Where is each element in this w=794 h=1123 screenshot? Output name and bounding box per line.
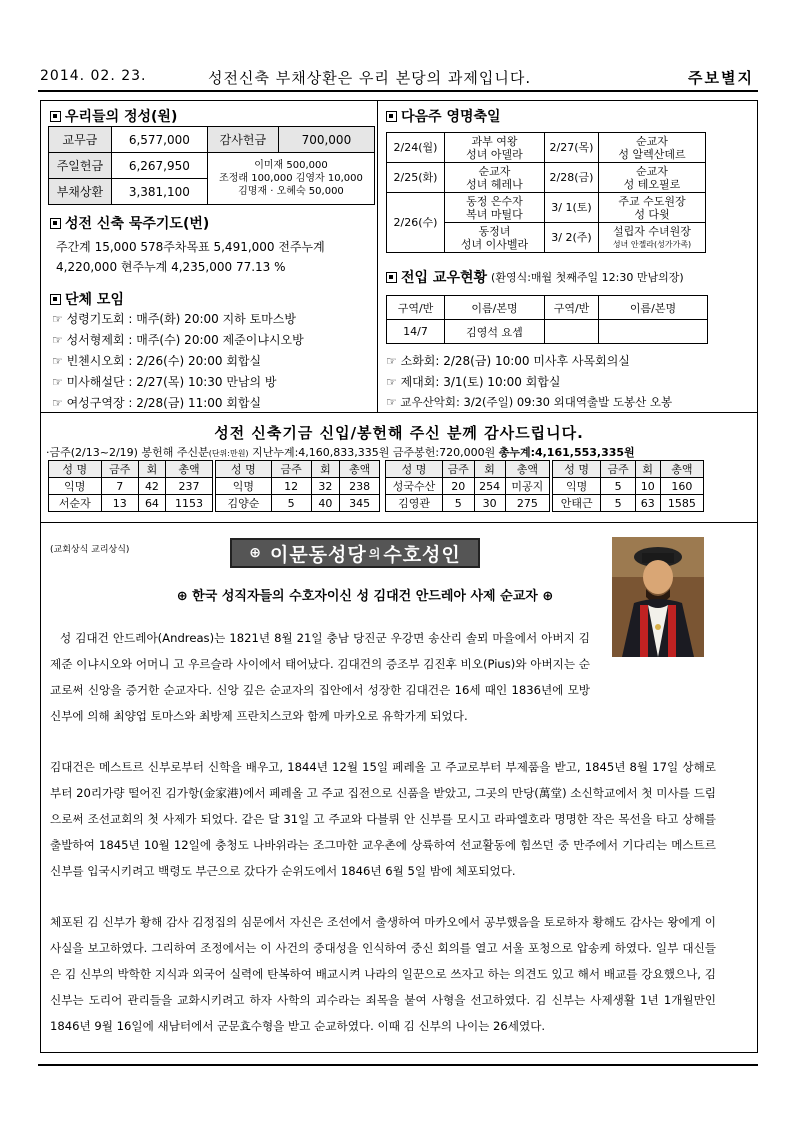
offering-label: 부채상환 [49, 179, 112, 205]
donation-row [386, 478, 550, 495]
donation-header: 성 명 [216, 461, 272, 478]
article-paragraph: 체포된 김 신부가 황해 감사 김정집의 심문에서 자신은 조선에서 출생하여 마카오에서 공부했음을 토로하자 황해도 감사는 왕에게 이 사실을 보고하였다. 그리하여 조정에서는 이 사건의 중대성을 인식하여 중신 회의를 열고 서울 포청으로 압송케 하였다. 일부 대신들은 김 신부의 박학한 지식과 외국어 실력에 탄복하여 배교시켜 나라의 일꾼으로 쓰자고 하는 의견도 있고 해서 배교를 강요했으나, 김 신부는 도리어 관리들을 교화시키려고 하자 사학의 괴수라는 죄목을 붙여 사형을 선고하였다. 김 신부는 사제생활 1년 1개월만인 1846년 9월 16일에 새남터에서 군문효수형을 받고 순교하였다. 이때 김 신부의 나이는 26세였다. [50, 915, 716, 1033]
donation-cell: 성국수산 [386, 478, 443, 495]
transfer-header: 구역/반 [545, 296, 599, 320]
feast-names [599, 223, 706, 253]
feast-name-line: 순교자 [636, 134, 668, 148]
donation-cell: 7 [101, 478, 138, 495]
feast-name-line: 성녀 아델라 [466, 147, 523, 161]
donation-cell: 1585 [660, 495, 703, 512]
offering-label: 주일헌금 [49, 153, 112, 179]
transfer-cell [599, 320, 708, 344]
group-item [52, 331, 304, 348]
feast-names [445, 223, 545, 253]
offerings-title [50, 106, 177, 126]
donation-header: 총액 [340, 461, 380, 478]
group-item [52, 373, 277, 390]
transfer-cell: 김영석 요셉 [445, 320, 545, 344]
feast-name-line: 주교 수도원장 [618, 194, 686, 208]
pointing-hand-icon: ☞ [52, 396, 63, 410]
feast-names [599, 193, 706, 223]
donation-cell: 익명 [216, 478, 272, 495]
transfer-header: 이름/본명 [445, 296, 545, 320]
donation-cell: 5 [271, 495, 311, 512]
feast-names [445, 133, 545, 163]
donation-table [385, 460, 550, 512]
offering-label: 교무금 [49, 127, 112, 153]
thanks-donor-line: 김명재 · 오혜숙 50,000 [238, 186, 344, 197]
notice-item [386, 352, 630, 369]
donation-table [552, 460, 704, 512]
feast-date: 2/28(금) [545, 163, 599, 193]
bullet-box-icon [50, 218, 61, 229]
bulletin-date: 2014. 02. 23. [40, 68, 147, 84]
feast-date: 2/24(월) [387, 133, 445, 163]
feast-date: 3/ 2(주) [545, 223, 599, 253]
banner-patron: 수호성인 [383, 543, 461, 566]
notice-text: 제대회: 3/1(토) 10:00 회합실 [400, 375, 561, 389]
donation-title: 성전 신축기금 신입/봉헌해 주신 분께 감사드립니다. [214, 424, 584, 442]
donation-header: 회 [138, 461, 165, 478]
transfer-cell [545, 320, 599, 344]
offerings-table [48, 126, 375, 205]
header-slogan: 성전신축 부채상환은 우리 본당의 과제입니다. [208, 69, 532, 87]
transfer-title [386, 267, 684, 287]
transfer-header: 구역/반 [387, 296, 445, 320]
donation-cell: 5 [601, 478, 635, 495]
pointing-hand-icon: ☞ [386, 375, 397, 389]
group-item-text: 여성구역장 : 2/28(금) 11:00 회합실 [66, 396, 262, 410]
feast-name-line: 동정녀 [478, 224, 511, 238]
donation-cell: 13 [101, 495, 138, 512]
anniversary-table [386, 132, 706, 253]
thanks-donor-line: 조정래 100,000 김영자 10,000 [219, 173, 363, 184]
pointing-hand-icon: ☞ [386, 395, 397, 409]
bullet-box-icon [50, 294, 61, 305]
donation-row [553, 495, 704, 512]
donation-cell: 익명 [553, 478, 601, 495]
group-item-text: 성령기도회 : 매주(화) 20:00 지하 토마스방 [66, 312, 296, 326]
transfer-cell: 14/7 [387, 320, 445, 344]
bullet-box-icon [386, 272, 397, 283]
cross-icon: ⊕ [249, 545, 262, 561]
offering-value: 6,267,950 [111, 153, 207, 179]
column-divider [377, 100, 378, 412]
groups-title [50, 289, 124, 309]
feast-names [445, 193, 545, 223]
article-paragraph: 성 김대건 안드레아(Andreas)는 1821년 8월 21일 충남 당진군 우강면 송산리 솔뫼 마을에서 아버지 김제준 이냐시오와 어머니 고 우르슬라 사이에서 태어났다. 김대건의 증조부 김진후 비오(Pius)와 아버지는 순교로써 신앙을 증거한 순교자다. 신앙 깊은 순교자의 집안에서 성장한 김대건은 16세 때인 1836년에 모방 신부에 의해 최양업 토마스와 최방제 프란치스코와 함께 마카오로 유학가게 되었다. [50, 631, 590, 723]
donation-header: 총액 [165, 461, 212, 478]
donation-cell: 345 [340, 495, 380, 512]
donation-table [215, 460, 380, 512]
donation-cell: 5 [601, 495, 635, 512]
donation-header: 성 명 [553, 461, 601, 478]
feast-name-line: 복녀 마틸다 [466, 207, 523, 221]
feast-name-line: 성녀 헤레나 [466, 177, 523, 191]
feast-date: 2/26(수) [387, 193, 445, 253]
category-label: (교회상식 교리상식) [50, 545, 130, 555]
feast-name-line: 성녀 이사벨라 [460, 237, 529, 251]
thanks-donor-line: 이미재 500,000 [254, 160, 328, 171]
thanks-donors [207, 153, 374, 205]
donation-cell: 42 [138, 478, 165, 495]
donation-header: 금주 [601, 461, 635, 478]
group-item [52, 310, 296, 327]
donation-header: 금주 [101, 461, 138, 478]
transfer-table [386, 295, 708, 344]
rosary-line: 4,220,000 현주누계 4,235,000 77.13 % [56, 260, 286, 274]
notice-item [386, 373, 560, 390]
donation-row [386, 495, 550, 512]
saint-subtitle: ⊕ 한국 성직자들의 수호자이신 성 김대건 안드레아 사제 순교자 ⊕ [176, 589, 554, 604]
donation-header: 금주 [271, 461, 311, 478]
offerings-title-text: 우리들의 정성(원) [65, 109, 178, 125]
feast-name-line: 과부 여왕 [471, 134, 518, 148]
transfer-note: (환영식:매월 첫째주일 12:30 만남의장) [491, 271, 684, 284]
donation-cell: 63 [635, 495, 660, 512]
donation-cell: 김영관 [386, 495, 443, 512]
article-paragraph: 김대건은 메스트르 신부로부터 신학을 배우고, 1844년 12월 15일 페레올 고 주교로부터 부제품을 받고, 1845년 8월 17일 상해로부터 20리가량 떨어진 김가항(金家港)에서 페레올 고 주교 집전으로 신품을 받았고, 그곳의 만당(萬堂) 소신학교에서 첫 미사를 드림으로써 조선교회의 첫 사제가 되었다. 같은 달 31일 고 주교와 다블뤼 안 신부를 모시고 라파엘호라 명명한 작은 목선을 타고 상해를 출발하여 1845년 10월 12일에 충청도 나바위라는 조그마한 교우촌에 상륙하여 선교활동에 힘쓰던 중 만주에서 기다리는 메스트르 신부를 입국시키려고 백령도 부근으로 갔다가 순위도에서 1846년 6월 5일 밤에 체포되었다. [50, 760, 716, 878]
feast-date: 2/27(목) [545, 133, 599, 163]
notice-item [386, 394, 672, 410]
donation-cell: 김양순 [216, 495, 272, 512]
donation-cell: 10 [635, 478, 660, 495]
donation-cell: 64 [138, 495, 165, 512]
feast-name-line: 순교자 [636, 164, 668, 178]
donation-summary-unit: (단위:만원) [208, 449, 249, 458]
article-body-rest [50, 754, 716, 1064]
feast-name-line: 성 알렉산데르 [618, 147, 686, 161]
section-divider [40, 522, 758, 523]
donation-cell: 275 [505, 495, 549, 512]
feast-names [599, 133, 706, 163]
donation-cell: 40 [311, 495, 340, 512]
donation-row [49, 495, 213, 512]
donation-cell: 익명 [49, 478, 102, 495]
thanks-label: 감사헌금 [207, 127, 278, 153]
donation-header: 성 명 [49, 461, 102, 478]
transfer-title-text: 전입 교우현황 [401, 270, 488, 286]
anniversary-title-text: 다음주 영명축일 [401, 109, 501, 125]
offering-value: 6,577,000 [111, 127, 207, 153]
rosary-title-text: 성전 신축 묵주기도(번) [65, 216, 210, 232]
donation-cell: 30 [474, 495, 505, 512]
donation-cell: 237 [165, 478, 212, 495]
rosary-title [50, 213, 209, 233]
donation-header: 회 [311, 461, 340, 478]
donation-row [553, 478, 704, 495]
banner-particle: 의 [368, 546, 382, 561]
section-divider [40, 412, 758, 413]
feast-date: 2/25(화) [387, 163, 445, 193]
donation-cell: 안태근 [553, 495, 601, 512]
donation-cell: 서순자 [49, 495, 102, 512]
feast-name-line: 순교자 [478, 164, 511, 178]
donation-cell: 20 [443, 478, 475, 495]
notice-text: 교우산악회: 3/2(주일) 09:30 외대역출발 도봉산 오봉 [400, 395, 673, 409]
donation-summary [46, 444, 635, 460]
pointing-hand-icon: ☞ [386, 354, 397, 368]
feast-name-line: 성 다윗 [634, 207, 670, 221]
feast-name-line: 성 테오필로 [623, 177, 681, 191]
notice-text: 소화회: 2/28(금) 10:00 미사후 사목회의실 [400, 354, 630, 368]
banner-parish: 이문동성당 [269, 543, 367, 566]
feast-date: 3/ 1(토) [545, 193, 599, 223]
group-item [52, 352, 261, 369]
offering-value: 3,381,100 [111, 179, 207, 205]
group-item-text: 미사해설단 : 2/27(목) 10:30 만남의 방 [66, 375, 277, 389]
donation-cell: 32 [311, 478, 340, 495]
donation-cell: 5 [443, 495, 475, 512]
feast-name-line: 설립자 수녀원장 [613, 224, 691, 238]
group-item-text: 성서형제회 : 매주(수) 20:00 제준이냐시오방 [66, 333, 304, 347]
donation-row [49, 478, 213, 495]
pointing-hand-icon: ☞ [52, 375, 63, 389]
donation-header: 회 [474, 461, 505, 478]
group-item [52, 394, 261, 411]
donation-header: 금주 [443, 461, 475, 478]
feast-names [445, 163, 545, 193]
donation-cell: 238 [340, 478, 380, 495]
donation-summary-grand-total: 총누계:4,161,553,335원 [498, 446, 635, 459]
donation-row [216, 478, 380, 495]
bulletin-tag: 주보별지 [688, 69, 754, 87]
page-header [38, 66, 758, 92]
donation-header: 총액 [660, 461, 703, 478]
thanks-value: 700,000 [278, 127, 374, 153]
donation-cell: 160 [660, 478, 703, 495]
donation-cell: 12 [271, 478, 311, 495]
groups-title-text: 단체 모임 [65, 292, 124, 308]
article-body [50, 625, 716, 754]
transfer-header: 이름/본명 [599, 296, 708, 320]
bullet-box-icon [50, 111, 61, 122]
donation-summary-totals: 지난누계:4,160,833,335원 금주봉헌:720,000원 [252, 446, 496, 459]
anniversary-title [386, 106, 501, 126]
feast-name-line: 성녀 안젤라(성가가족) [612, 239, 692, 249]
pointing-hand-icon: ☞ [52, 354, 63, 368]
donation-header: 성 명 [386, 461, 443, 478]
bottom-rule [38, 1064, 758, 1066]
bullet-box-icon [386, 111, 397, 122]
pointing-hand-icon: ☞ [52, 333, 63, 347]
donation-table [48, 460, 213, 512]
saint-banner [230, 538, 480, 568]
feast-name-line: 동정 은수자 [466, 194, 523, 208]
donation-summary-period: ·금주(2/13~2/19) 봉헌해 주신분 [46, 446, 209, 459]
pointing-hand-icon: ☞ [52, 312, 63, 326]
donation-cell: 254 [474, 478, 505, 495]
donation-header: 회 [635, 461, 660, 478]
donation-cell: 미공지 [505, 478, 549, 495]
group-item-text: 빈첸시오회 : 2/26(수) 20:00 회합실 [66, 354, 262, 368]
donation-header: 총액 [505, 461, 549, 478]
donation-row [216, 495, 380, 512]
donation-cell: 1153 [165, 495, 212, 512]
rosary-line: 주간계 15,000 578주차목표 5,491,000 전주누계 [56, 240, 325, 254]
feast-names [599, 163, 706, 193]
